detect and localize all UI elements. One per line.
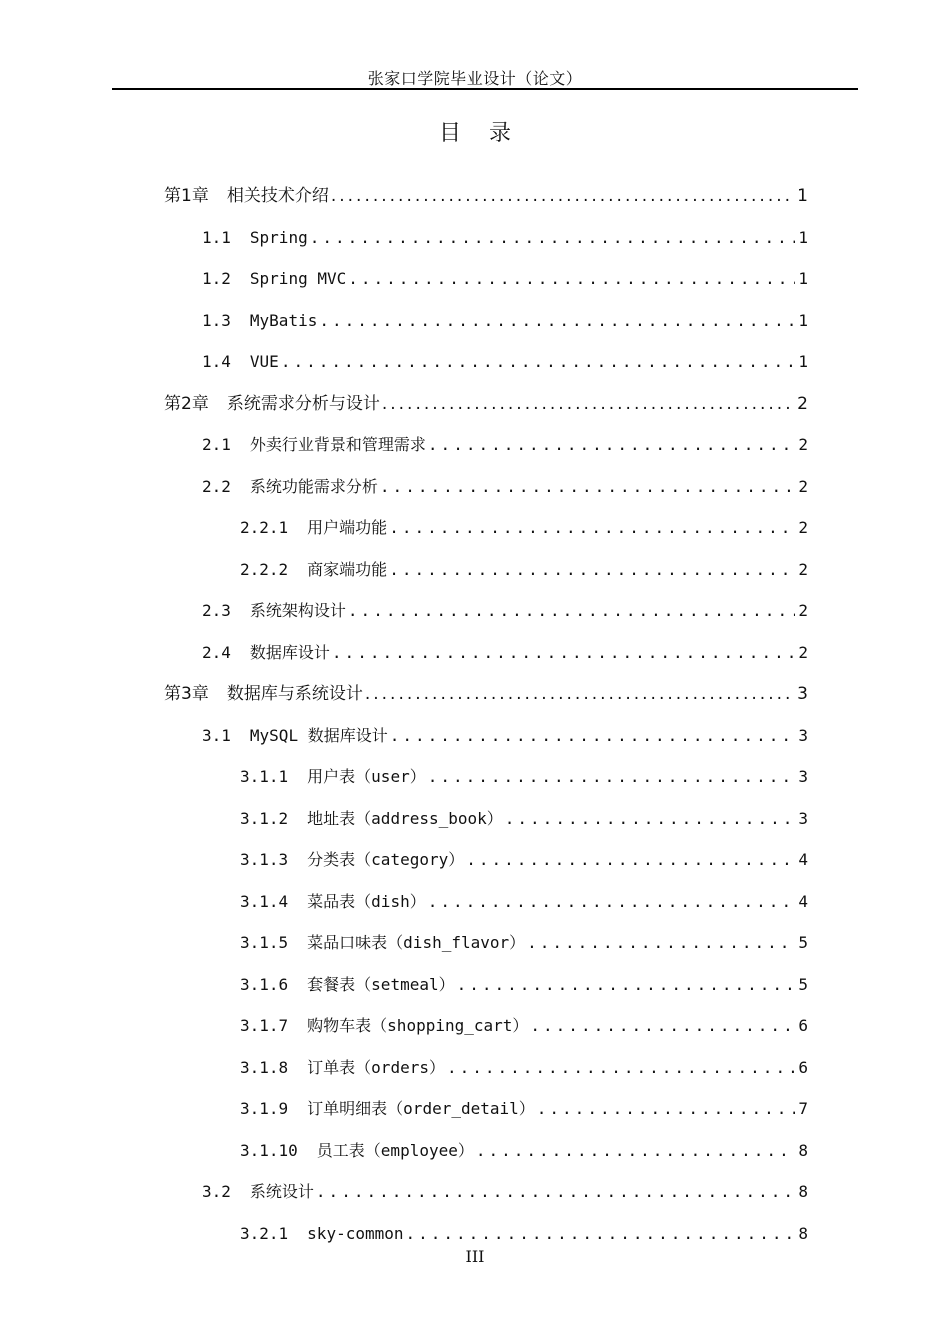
entry-page-number: 1 [798, 269, 808, 288]
dot-leader [530, 1014, 795, 1038]
entry-page-number: 7 [798, 1099, 808, 1118]
toc-entry-2-1[interactable] [202, 433, 808, 457]
entry-title: 套餐表（setmeal） [307, 975, 455, 994]
entry-title: 订单明细表（order_detail） [307, 1099, 535, 1118]
entry-number: 1.4 [202, 352, 231, 371]
entry-number: 3.1.2 [240, 809, 289, 828]
entry-title: 外卖行业背景和管理需求 [249, 435, 426, 454]
entry-page-number: 3 [797, 684, 808, 704]
entry-number: 3.1.7 [240, 1016, 289, 1035]
entry-title: 系统设计 [249, 1182, 314, 1201]
entry-page-number: 4 [798, 892, 808, 911]
entry-page-number: 5 [798, 933, 808, 952]
entry-page-number: 5 [798, 975, 808, 994]
toc-entry-2-2[interactable] [202, 475, 808, 499]
entry-title: 员工表（employee） [316, 1141, 474, 1160]
dot-leader [310, 226, 796, 250]
toc-entry-chapter-2[interactable] [164, 392, 808, 416]
entry-number: 3.1.3 [240, 850, 289, 869]
toc-entry-3-1-6[interactable] [240, 973, 808, 997]
entry-page-number: 4 [798, 850, 808, 869]
dot-leader [281, 350, 796, 374]
dot-leader [505, 807, 796, 831]
entry-number: 3.1.8 [240, 1058, 289, 1077]
entry-title: 菜品口味表（dish_flavor） [307, 933, 526, 952]
dot-leader [537, 1097, 796, 1121]
toc-entry-2-3[interactable] [202, 599, 808, 623]
toc-entry-3-1-7[interactable] [240, 1014, 808, 1038]
dot-leader [348, 599, 795, 623]
entry-number: 2.2.2 [240, 560, 289, 579]
toc-entry-1-4[interactable] [202, 350, 808, 374]
entry-page-number: 8 [798, 1141, 808, 1160]
dot-leader [406, 1222, 796, 1246]
dot-leader [457, 973, 796, 997]
entry-title: 系统架构设计 [249, 601, 346, 620]
entry-number: 第3章 [164, 684, 209, 704]
entry-title: 用户表（user） [307, 767, 426, 786]
entry-title: 菜品表（dish） [307, 892, 426, 911]
entry-number: 3.1.1 [240, 767, 289, 786]
entry-title: sky-common [307, 1224, 404, 1243]
entry-page-number: 8 [798, 1182, 808, 1201]
entry-title: 分类表（category） [307, 850, 465, 869]
toc-entry-1-3[interactable] [202, 309, 808, 333]
entry-page-number: 3 [798, 809, 808, 828]
toc-entry-3-1-5[interactable] [240, 931, 808, 955]
entry-number: 3.1.4 [240, 892, 289, 911]
dot-leader [428, 433, 795, 457]
entry-page-number: 1 [797, 186, 808, 206]
toc-entry-3-1-3[interactable] [240, 848, 808, 872]
entry-page-number: 3 [798, 726, 808, 745]
dot-leader [348, 267, 795, 291]
page-number: III [465, 1247, 485, 1266]
toc-entry-1-1[interactable] [202, 226, 808, 250]
dot-leader [527, 931, 795, 955]
entry-title: VUE [249, 352, 279, 371]
dot-leader [466, 848, 795, 872]
toc-entry-3-1-1[interactable] [240, 765, 808, 789]
entry-number: 1.3 [202, 311, 231, 330]
toc-entry-2-4[interactable] [202, 641, 808, 665]
entry-number: 2.2.1 [240, 518, 289, 537]
entry-title: 系统功能需求分析 [249, 477, 378, 496]
dot-leader [476, 1139, 795, 1163]
dot-leader [331, 184, 794, 208]
entry-number: 3.1.10 [240, 1141, 298, 1160]
entry-page-number: 2 [798, 601, 808, 620]
entry-title: 商家端功能 [307, 560, 388, 579]
toc-entry-chapter-1[interactable] [164, 184, 808, 208]
entry-page-number: 6 [798, 1016, 808, 1035]
dot-leader [332, 641, 795, 665]
toc-entry-3-1-2[interactable] [240, 807, 808, 831]
entry-title: 用户端功能 [307, 518, 388, 537]
entry-page-number: 8 [798, 1224, 808, 1243]
toc-entry-3-2[interactable] [202, 1180, 808, 1204]
entry-number: 2.3 [202, 601, 231, 620]
dot-leader [365, 682, 794, 706]
entry-title: Spring MVC [249, 269, 347, 288]
header-divider [112, 88, 858, 90]
entry-title: 购物车表（shopping_cart） [307, 1016, 529, 1035]
entry-title: 订单表（orders） [307, 1058, 445, 1077]
entry-title: 系统需求分析与设计 [226, 394, 380, 414]
dot-leader [428, 765, 796, 789]
entry-title: MySQL 数据库设计 [249, 726, 388, 745]
dot-leader [447, 1056, 795, 1080]
toc-entry-chapter-3[interactable] [164, 682, 808, 706]
entry-number: 3.1.6 [240, 975, 289, 994]
dot-leader [319, 309, 795, 333]
entry-number: 3.1 [202, 726, 231, 745]
entry-number: 第1章 [164, 186, 209, 206]
dot-leader [428, 890, 796, 914]
dot-leader [389, 558, 795, 582]
entry-number: 2.2 [202, 477, 231, 496]
toc-entry-1-2[interactable] [202, 267, 808, 291]
entry-page-number: 1 [798, 311, 808, 330]
entry-page-number: 2 [798, 518, 808, 537]
entry-page-number: 1 [798, 352, 808, 371]
toc-entry-3-2-1[interactable] [240, 1222, 808, 1246]
entry-number: 3.1.5 [240, 933, 289, 952]
entry-number: 3.1.9 [240, 1099, 289, 1118]
entry-page-number: 1 [798, 228, 808, 247]
dot-leader [390, 724, 796, 748]
dot-leader [380, 475, 795, 499]
toc-title: 目 录 [439, 121, 511, 146]
entry-page-number: 2 [798, 435, 808, 454]
entry-number: 3.2.1 [240, 1224, 289, 1243]
entry-title: Spring [249, 228, 308, 247]
entry-number: 3.2 [202, 1182, 231, 1201]
dot-leader [389, 516, 795, 540]
toc-entry-2-2-2[interactable] [240, 558, 808, 582]
header-title: 张家口学院毕业设计（论文） [367, 69, 583, 88]
entry-page-number: 2 [798, 643, 808, 662]
entry-title: MyBatis [249, 311, 318, 330]
toc-entry-3-1[interactable] [202, 724, 808, 748]
dot-leader [382, 392, 794, 416]
entry-number: 1.2 [202, 269, 231, 288]
toc-entry-3-1-4[interactable] [240, 890, 808, 914]
entry-number: 1.1 [202, 228, 231, 247]
entry-number: 2.1 [202, 435, 231, 454]
entry-page-number: 6 [798, 1058, 808, 1077]
entry-page-number: 2 [797, 394, 808, 414]
toc-entry-2-2-1[interactable] [240, 516, 808, 540]
entry-page-number: 2 [798, 477, 808, 496]
entry-number: 2.4 [202, 643, 231, 662]
entry-title: 地址表（address_book） [307, 809, 503, 828]
entry-title: 数据库与系统设计 [226, 684, 363, 704]
dot-leader [316, 1180, 795, 1204]
entry-number: 第2章 [164, 394, 209, 414]
toc-entry-3-1-8[interactable] [240, 1056, 808, 1080]
toc-entry-3-1-10[interactable] [240, 1139, 808, 1163]
entry-page-number: 3 [798, 767, 808, 786]
entry-title: 相关技术介绍 [226, 186, 329, 206]
toc-entry-3-1-9[interactable] [240, 1097, 808, 1121]
entry-title: 数据库设计 [249, 643, 330, 662]
entry-page-number: 2 [798, 560, 808, 579]
